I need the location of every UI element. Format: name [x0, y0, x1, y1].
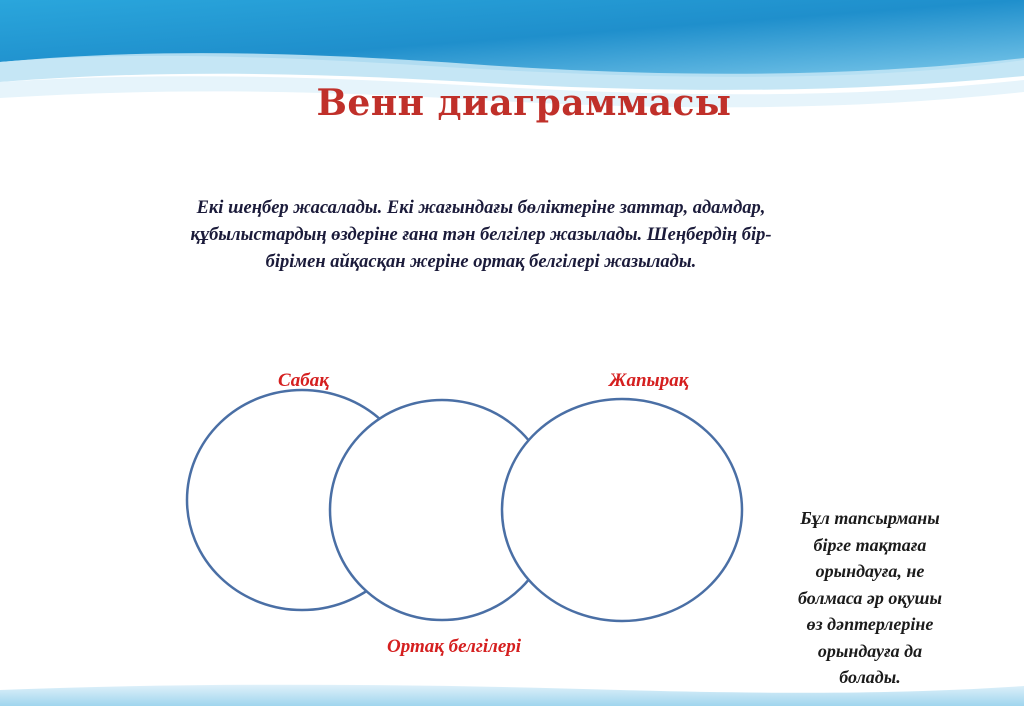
side-note-line: болады.: [839, 667, 901, 687]
side-note-line: бірге тақтаға: [813, 534, 927, 555]
venn-label-left: Сабақ: [278, 370, 329, 391]
side-note-line: болмаса әр оқушы: [798, 587, 942, 608]
slide-title: Венн диаграммасы: [316, 82, 732, 124]
intro-line: Екі шеңбер жасалады. Екі жағындағы бөліктеріне заттар, адамдар,: [196, 198, 766, 218]
intro-line: құбылыстардың өздеріне ғана тән белгілер жазылады. Шеңбердің бір-: [190, 225, 772, 245]
intro-line: бірімен айқасқан жеріне ортақ белгілері жазылады.: [265, 252, 697, 272]
side-note: [770, 505, 970, 691]
side-note-line: өз дәптерлеріне: [806, 614, 934, 634]
venn-label-common: Ортақ белгілері: [387, 636, 522, 657]
side-note-line: орындауға да: [817, 640, 923, 661]
venn-label-right: Жапырақ: [609, 370, 689, 391]
side-note-line: орындауға, не: [815, 561, 925, 581]
side-note-line: Бұл тапсырманы: [800, 508, 940, 528]
venn-circle-right: [502, 399, 742, 621]
